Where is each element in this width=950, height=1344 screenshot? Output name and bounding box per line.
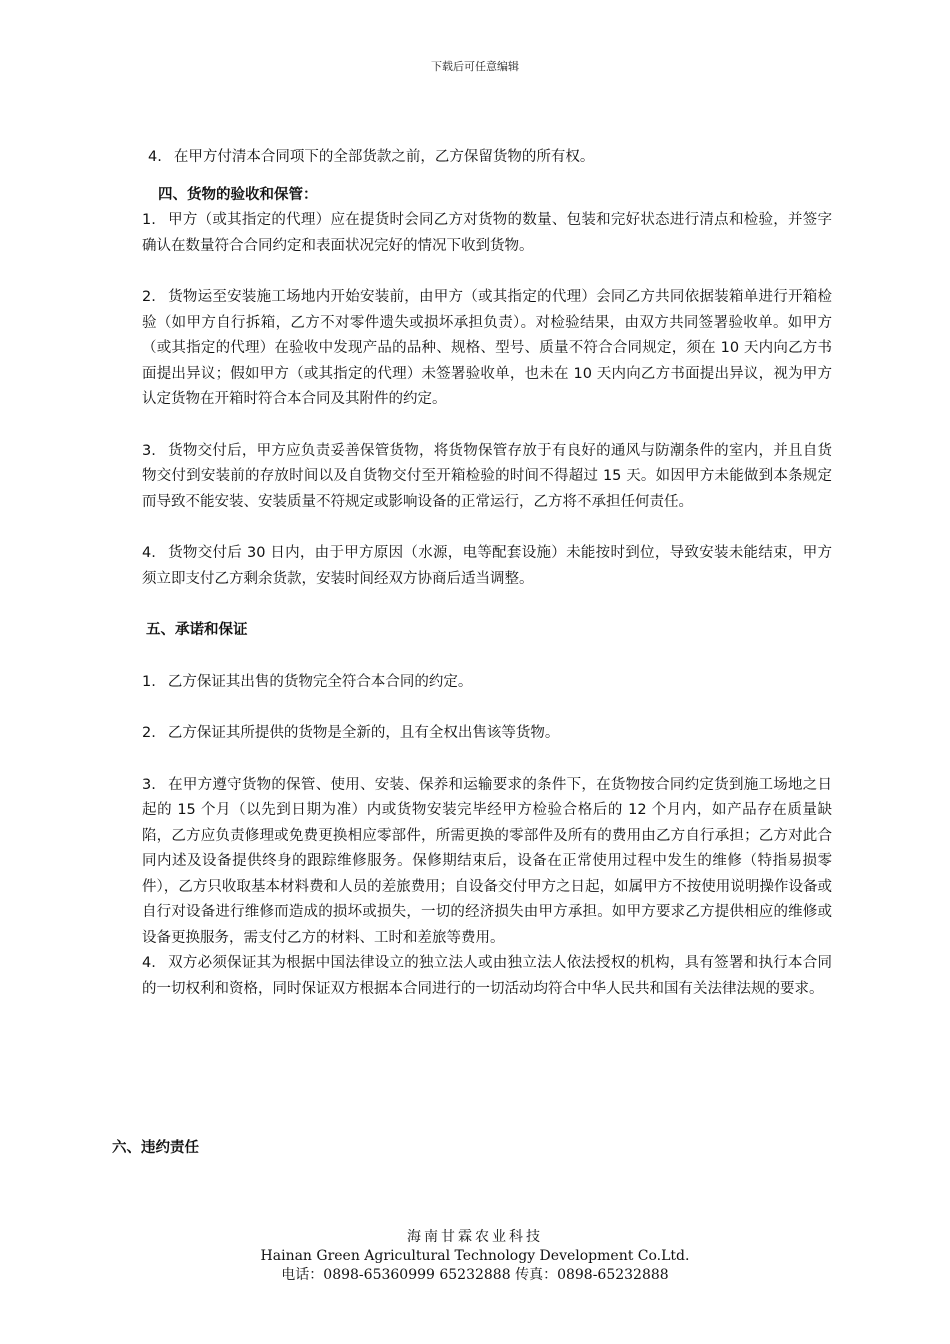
section-5-heading: 五、承诺和保证 [146,622,248,638]
contact-info: 电话：0898-65360999 65232888 传真：0898-65232888 [281,1267,669,1283]
section-5-item-4: 4. 双方必须保证其为根据中国法律设立的独立法人或由独立法人依法授权的机构，具有签署和执行本合同的一切权利和资格，同时保证双方根据本合同进行的一切活动均符合中华人民共和国有关法律法规的要求。 [142,955,832,997]
company-name-cn: 海南甘霖农业科技 [407,1229,543,1245]
section-6-heading: 六、违约责任 [112,1140,199,1156]
page-footer [0,1228,950,1285]
section-4-item-2: 2. 货物运至安装施工场地内开始安装前，由甲方（或其指定的代理）会同乙方共同依据装箱单进行开箱检验（如甲方自行拆箱，乙方不对零件遗失或损坏承担负责）。对检验结果，由双方共同签署验收单。如甲方（或其指定的代理）在验收中发现产品的品种、规格、型号、质量不符合合同规定，须在 10 天内向乙方书面提出异议；假如甲方（或其指定的代理）未签署验收单，也未在 10 天内向乙方书面提出异议，视为甲方认定货物在开箱时符合本合同及其附件的约定。 [142,289,832,407]
company-name-en: Hainan Green Agricultural Technology Development Co.Ltd. [260,1248,690,1264]
section-5-item-1: 1. 乙方保证其出售的货物完全符合本合同的约定。 [142,673,473,690]
section-5-item-2: 2. 乙方保证其所提供的货物是全新的，且有全权出售该等货物。 [142,725,560,741]
section-4-item-4: 4. 货物交付后 30 日内，由于甲方原因（水源，电等配套设施）未能按时到位，导致安装未能结束，甲方须立即支付乙方剩余货款，安装时间经双方协商后适当调整。 [142,545,832,587]
page-header: 下载后可任意编辑 [431,60,519,73]
section-5-item-3: 3. 在甲方遵守货物的保管、使用、安装、保养和运输要求的条件下，在货物按合同约定货到施工场地之日起的 15 个月（以先到日期为准）内或货物安装完毕经甲方检验合格后的 12 个月内，如产品存在质量缺陷，乙方应负责修理或免费更换相应零部件，所需更换的零部件及所有的费用由乙方自行承担；乙方对此合同内述及设备提供终身的跟踪维修服务。保修期结束后，设备在正常使用过程中发生的维修（特指易损零件），乙方只收取基本材料费和人员的差旅费用；自设备交付甲方之日起，如属甲方不按使用说明操作设备或自行对设备进行维修而造成的损坏或损失，一切的经济损失由甲方承担。如甲方要求乙方提供相应的维修或设备更换服务，需支付乙方的材料、工时和差旅等费用。 [142,776,832,946]
ownership-clause: 4. 在甲方付清本合同项下的全部货款之前，乙方保留货物的所有权。 [148,149,595,165]
document-body [142,145,832,1002]
section-4-heading: 四、货物的验收和保管： [158,186,318,203]
section-4-item-3: 3. 货物交付后，甲方应负责妥善保管货物，将货物保管存放于有良好的通风与防潮条件的室内，并且自货物交付到安装前的存放时间以及自货物交付至开箱检验的时间不得超过 15 天。如因甲方未能做到本条规定而导致不能安装、安装质量不符规定或影响设备的正常运行，乙方将不承担任何责任。 [142,442,832,510]
section-4-item-1: 1. 甲方（或其指定的代理）应在提货时会同乙方对货物的数量、包装和完好状态进行清点和检验，并签字确认在数量符合合同约定和表面状况完好的情况下收到货物。 [142,212,832,254]
